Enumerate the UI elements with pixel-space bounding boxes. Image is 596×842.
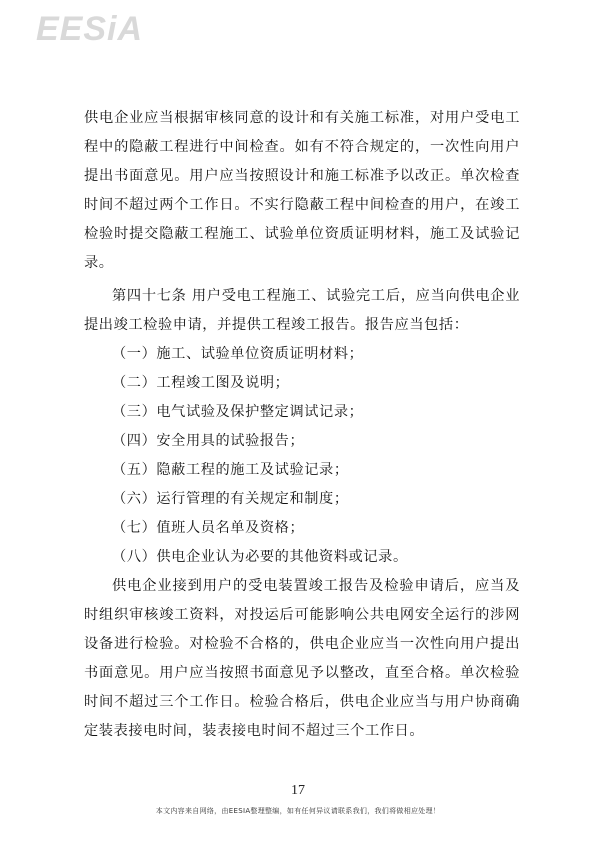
report-contents-list xyxy=(84,340,520,572)
document-body xyxy=(84,104,520,746)
paragraph-completion-inspection: 供电企业接到用户的受电装置竣工报告及检验申请后，应当及时组织审核竣工资料，对投运后可能影响公共电网安全运行的涉网设备进行检验。对检验不合格的，供电企业应当一次性向用户提出书面意见。用户应当按照书面意见予以整改，直至合格。单次检验时间不超过三个工作日。检验合格后，供电企业应当与用户协商确定装表接电时间，装表接电时间不超过三个工作日。 xyxy=(84,578,520,739)
list-item: （七）值班人员名单及资格； xyxy=(112,520,305,536)
article-47-intro: 第四十七条 用户受电工程施工、试验完工后，应当向供电企业提出竣工检验申请，并提供工程竣工报告。报告应当包括： xyxy=(84,288,520,333)
page-number: 17 xyxy=(291,783,305,798)
eesia-logo: EESiA xyxy=(36,10,144,48)
list-item: （三）电气试验及保护整定调试记录； xyxy=(112,404,364,420)
list-item: （二）工程竣工图及说明； xyxy=(112,375,290,391)
list-item: （五）隐蔽工程的施工及试验记录； xyxy=(112,462,349,478)
list-item: （八）供电企业认为必要的其他资料或记录。 xyxy=(112,549,408,565)
list-item: （一）施工、试验单位资质证明材料； xyxy=(112,346,364,362)
list-item: （六）运行管理的有关规定和制度； xyxy=(112,491,349,507)
list-item: （四）安全用具的试验报告； xyxy=(112,433,305,449)
paragraph-hidden-works-inspection: 供电企业应当根据审核同意的设计和有关施工标准，对用户受电工程中的隐蔽工程进行中间检查。如有不符合规定的，一次性向用户提出书面意见。用户应当按照设计和施工标准予以改正。单次检查时间不超过两个工作日。不实行隐蔽工程中间检查的用户，在竣工检验时提交隐蔽工程施工、试验单位资质证明材料，施工及试验记录。 xyxy=(84,110,520,271)
footer-disclaimer: 本文内容来自网络，由EESIA整理整编，如有任何异议请联系我们，我们将做相应处理！ xyxy=(155,807,441,815)
